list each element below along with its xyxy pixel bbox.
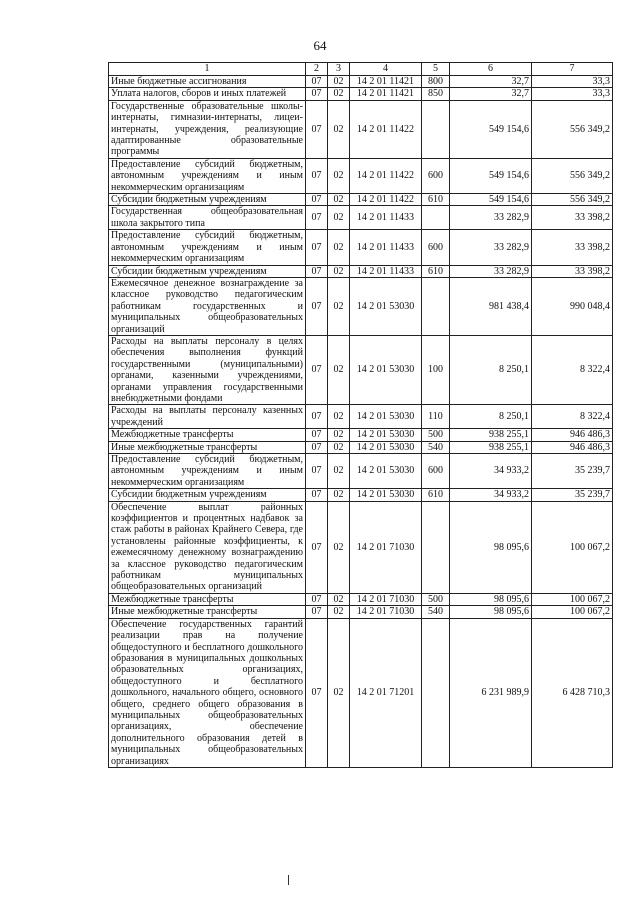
table-row	[109, 88, 613, 100]
subsection-code-cell: 02	[328, 158, 350, 193]
amount-year2-cell: 946 486,3	[532, 441, 613, 453]
subsection-code-cell: 02	[328, 618, 350, 767]
table-row	[109, 441, 613, 453]
target-article-cell: 14 2 01 11421	[350, 76, 422, 88]
expense-type-cell: 500	[422, 593, 450, 605]
section-code-cell: 07	[306, 265, 328, 277]
table-header-row	[109, 63, 613, 76]
amount-year2-cell: 100 067,2	[532, 501, 613, 593]
row-name-cell: Расходы на выплаты персоналу в целях обеспечения выполнения функций государственными (муниципальными) органами, казенными учреждениями, органами управления государственными внебюджетными фондами	[109, 335, 306, 404]
expense-type-cell: 600	[422, 230, 450, 265]
table-row	[109, 100, 613, 158]
target-article-cell: 14 2 01 71030	[350, 593, 422, 605]
row-name-cell: Иные межбюджетные трансферты	[109, 441, 306, 453]
amount-year2-cell: 35 239,7	[532, 454, 613, 489]
target-article-cell: 14 2 01 53030	[350, 454, 422, 489]
row-name-cell: Расходы на выплаты персоналу казенных учреждений	[109, 405, 306, 429]
table-row	[109, 158, 613, 193]
subsection-code-cell: 02	[328, 454, 350, 489]
section-code-cell: 07	[306, 454, 328, 489]
subsection-code-cell: 02	[328, 100, 350, 158]
section-code-cell: 07	[306, 158, 328, 193]
expense-type-cell: 600	[422, 454, 450, 489]
table-row	[109, 194, 613, 206]
section-code-cell: 07	[306, 429, 328, 441]
amount-year2-cell: 100 067,2	[532, 606, 613, 618]
amount-year2-cell: 8 322,4	[532, 335, 613, 404]
section-code-cell: 07	[306, 618, 328, 767]
amount-year2-cell: 556 349,2	[532, 194, 613, 206]
row-name-cell: Предоставление субсидий бюджетным, автономным учреждениям и иным некоммерческим организациям	[109, 230, 306, 265]
subsection-code-cell: 02	[328, 194, 350, 206]
table-row	[109, 489, 613, 501]
row-name-cell: Ежемесячное денежное вознаграждение за классное руководство педагогическим работникам государственных и муниципальных общеобразовательных организаций	[109, 277, 306, 335]
budget-table	[108, 62, 613, 768]
expense-type-cell	[422, 501, 450, 593]
amount-year1-cell: 981 438,4	[450, 277, 532, 335]
amount-year2-cell: 990 048,4	[532, 277, 613, 335]
section-code-cell: 07	[306, 194, 328, 206]
header-cell: 2	[306, 63, 328, 76]
table-row	[109, 76, 613, 88]
binding-mark	[288, 875, 289, 885]
section-code-cell: 07	[306, 335, 328, 404]
amount-year2-cell: 946 486,3	[532, 429, 613, 441]
subsection-code-cell: 02	[328, 88, 350, 100]
expense-type-cell	[422, 206, 450, 230]
table-row	[109, 454, 613, 489]
expense-type-cell: 610	[422, 489, 450, 501]
header-cell: 3	[328, 63, 350, 76]
table-row	[109, 230, 613, 265]
subsection-code-cell: 02	[328, 230, 350, 265]
expense-type-cell: 850	[422, 88, 450, 100]
expense-type-cell	[422, 100, 450, 158]
subsection-code-cell: 02	[328, 206, 350, 230]
subsection-code-cell: 02	[328, 429, 350, 441]
amount-year1-cell: 32,7	[450, 76, 532, 88]
amount-year1-cell: 938 255,1	[450, 441, 532, 453]
subsection-code-cell: 02	[328, 606, 350, 618]
amount-year1-cell: 98 095,6	[450, 501, 532, 593]
amount-year1-cell: 34 933,2	[450, 489, 532, 501]
section-code-cell: 07	[306, 593, 328, 605]
subsection-code-cell: 02	[328, 441, 350, 453]
amount-year2-cell: 35 239,7	[532, 489, 613, 501]
amount-year1-cell: 33 282,9	[450, 230, 532, 265]
row-name-cell: Предоставление субсидий бюджетным, автономным учреждениям и иным некоммерческим организациям	[109, 454, 306, 489]
amount-year2-cell: 33 398,2	[532, 230, 613, 265]
subsection-code-cell: 02	[328, 335, 350, 404]
expense-type-cell: 610	[422, 194, 450, 206]
amount-year2-cell: 33,3	[532, 76, 613, 88]
expense-type-cell: 610	[422, 265, 450, 277]
amount-year1-cell: 549 154,6	[450, 194, 532, 206]
amount-year2-cell: 6 428 710,3	[532, 618, 613, 767]
row-name-cell: Иные межбюджетные трансферты	[109, 606, 306, 618]
table-row	[109, 429, 613, 441]
table-row	[109, 606, 613, 618]
target-article-cell: 14 2 01 53030	[350, 335, 422, 404]
amount-year2-cell: 33 398,2	[532, 265, 613, 277]
table-row	[109, 593, 613, 605]
section-code-cell: 07	[306, 100, 328, 158]
row-name-cell: Обеспечение государственных гарантий реализации прав на получение общедоступного и бесплатного дошкольного образования в муниципальных дошкольных образовательных организациях, общедоступного и бесплатного дошкольного, начального общего, основного общего, среднего общего образования в муниципальных общеобразовательных организациях, обеспечение дополнительного образования детей в муниципальных общеобразовательных организациях	[109, 618, 306, 767]
target-article-cell: 14 2 01 53030	[350, 405, 422, 429]
section-code-cell: 07	[306, 88, 328, 100]
amount-year1-cell: 33 282,9	[450, 265, 532, 277]
table-row	[109, 206, 613, 230]
row-name-cell: Субсидии бюджетным учреждениям	[109, 265, 306, 277]
amount-year1-cell: 33 282,9	[450, 206, 532, 230]
target-article-cell: 14 2 01 11433	[350, 230, 422, 265]
expense-type-cell	[422, 277, 450, 335]
subsection-code-cell: 02	[328, 265, 350, 277]
section-code-cell: 07	[306, 501, 328, 593]
header-cell: 4	[350, 63, 422, 76]
section-code-cell: 07	[306, 76, 328, 88]
target-article-cell: 14 2 01 71201	[350, 618, 422, 767]
section-code-cell: 07	[306, 206, 328, 230]
table-row	[109, 618, 613, 767]
expense-type-cell: 800	[422, 76, 450, 88]
section-code-cell: 07	[306, 441, 328, 453]
row-name-cell: Предоставление субсидий бюджетным, автономным учреждениям и иным некоммерческим организациям	[109, 158, 306, 193]
expense-type-cell	[422, 618, 450, 767]
amount-year1-cell: 98 095,6	[450, 606, 532, 618]
amount-year1-cell: 549 154,6	[450, 158, 532, 193]
amount-year2-cell: 100 067,2	[532, 593, 613, 605]
amount-year1-cell: 938 255,1	[450, 429, 532, 441]
amount-year2-cell: 8 322,4	[532, 405, 613, 429]
target-article-cell: 14 2 01 11433	[350, 206, 422, 230]
target-article-cell: 14 2 01 53030	[350, 429, 422, 441]
target-article-cell: 14 2 01 53030	[350, 489, 422, 501]
amount-year2-cell: 556 349,2	[532, 100, 613, 158]
row-name-cell: Субсидии бюджетным учреждениям	[109, 489, 306, 501]
table-row	[109, 335, 613, 404]
amount-year1-cell: 8 250,1	[450, 335, 532, 404]
subsection-code-cell: 02	[328, 277, 350, 335]
target-article-cell: 14 2 01 71030	[350, 501, 422, 593]
subsection-code-cell: 02	[328, 76, 350, 88]
row-name-cell: Государственная общеобразовательная школа закрытого типа	[109, 206, 306, 230]
header-cell: 7	[532, 63, 613, 76]
amount-year2-cell: 556 349,2	[532, 158, 613, 193]
amount-year2-cell: 33 398,2	[532, 206, 613, 230]
amount-year1-cell: 549 154,6	[450, 100, 532, 158]
row-name-cell: Государственные образовательные школы-интернаты, гимназии-интернаты, лицеи-интернаты, учреждения, реализующие адаптированные образовательные программы	[109, 100, 306, 158]
section-code-cell: 07	[306, 489, 328, 501]
subsection-code-cell: 02	[328, 489, 350, 501]
header-cell: 5	[422, 63, 450, 76]
expense-type-cell: 540	[422, 441, 450, 453]
table-row	[109, 277, 613, 335]
table-row	[109, 265, 613, 277]
row-name-cell: Уплата налогов, сборов и иных платежей	[109, 88, 306, 100]
target-article-cell: 14 2 01 53030	[350, 277, 422, 335]
table-row	[109, 501, 613, 593]
header-cell: 6	[450, 63, 532, 76]
section-code-cell: 07	[306, 405, 328, 429]
target-article-cell: 14 2 01 11422	[350, 100, 422, 158]
expense-type-cell: 100	[422, 335, 450, 404]
expense-type-cell: 110	[422, 405, 450, 429]
subsection-code-cell: 02	[328, 405, 350, 429]
target-article-cell: 14 2 01 11422	[350, 194, 422, 206]
target-article-cell: 14 2 01 53030	[350, 441, 422, 453]
expense-type-cell: 600	[422, 158, 450, 193]
row-name-cell: Субсидии бюджетным учреждениям	[109, 194, 306, 206]
section-code-cell: 07	[306, 230, 328, 265]
page-number: 64	[313, 38, 327, 53]
amount-year1-cell: 8 250,1	[450, 405, 532, 429]
table-row	[109, 405, 613, 429]
amount-year1-cell: 6 231 989,9	[450, 618, 532, 767]
amount-year2-cell: 33,3	[532, 88, 613, 100]
row-name-cell: Иные бюджетные ассигнования	[109, 76, 306, 88]
target-article-cell: 14 2 01 11422	[350, 158, 422, 193]
subsection-code-cell: 02	[328, 501, 350, 593]
section-code-cell: 07	[306, 277, 328, 335]
row-name-cell: Межбюджетные трансферты	[109, 429, 306, 441]
row-name-cell: Межбюджетные трансферты	[109, 593, 306, 605]
expense-type-cell: 540	[422, 606, 450, 618]
target-article-cell: 14 2 01 71030	[350, 606, 422, 618]
header-cell: 1	[109, 63, 306, 76]
section-code-cell: 07	[306, 606, 328, 618]
amount-year1-cell: 98 095,6	[450, 593, 532, 605]
row-name-cell: Обеспечение выплат районных коэффициентов и процентных надбавок за стаж работы в районах Крайнего Севера, где установлены районные коэффициенты, к ежемесячному денежному вознаграждению за классное руководство педагогическим работникам муниципальных общеобразовательных организаций	[109, 501, 306, 593]
amount-year1-cell: 32,7	[450, 88, 532, 100]
amount-year1-cell: 34 933,2	[450, 454, 532, 489]
target-article-cell: 14 2 01 11421	[350, 88, 422, 100]
expense-type-cell: 500	[422, 429, 450, 441]
subsection-code-cell: 02	[328, 593, 350, 605]
target-article-cell: 14 2 01 11433	[350, 265, 422, 277]
